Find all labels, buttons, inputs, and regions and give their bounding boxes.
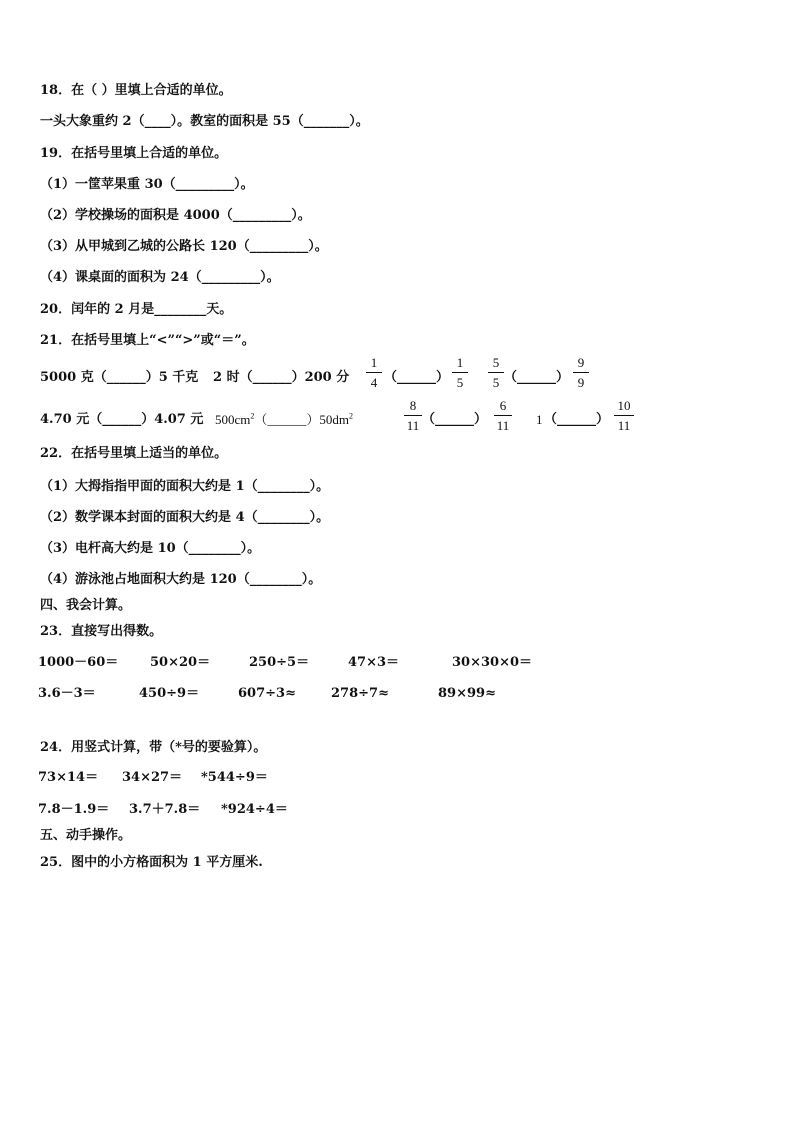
area-left: 500cm: [215, 412, 251, 427]
q18-line: 一头大象重约 2（____）。教室的面积是 55（_______）。: [40, 114, 369, 129]
q22-item-2: （2）数学课本封面的面积大约是 4（________）。: [40, 510, 330, 525]
q25-text: 25．图中的小方格面积为 1 平方厘米.: [40, 855, 263, 870]
q23-calc: 89×99≈: [438, 686, 496, 701]
q23-calc: 1000－60＝: [38, 655, 119, 670]
q21-title: 21．在括号里填上“<”“>”或“＝”。: [40, 333, 255, 348]
q22-title: 22．在括号里填上适当的单位。: [40, 446, 228, 461]
fraction-bar: [488, 372, 504, 373]
fraction-numerator: 10: [617, 398, 631, 413]
q21-row2-a: 4.70 元（______）4.07 元: [40, 412, 204, 427]
superscript: 2: [250, 411, 255, 421]
q23-calc: 250÷5＝: [249, 655, 310, 670]
fraction-bar: [452, 372, 468, 373]
fraction-denominator: 4: [370, 375, 378, 390]
q19-item-4: （4）课桌面的面积为 24（_________）。: [40, 270, 280, 285]
q21-row1-fraction-2: [452, 355, 468, 390]
q22-item-4: （4）游泳池占地面积大约是 120（________）。: [40, 572, 322, 587]
fraction-denominator: 5: [492, 375, 500, 390]
q24-title: 24．用竖式计算，带（*号的要验算）。: [40, 740, 267, 755]
q21-row1-a: 5000 克（______）5 千克: [40, 370, 199, 385]
q23-calc: 50×20＝: [150, 655, 211, 670]
q18-title: 18．在（ ）里填上合适的单位。: [40, 83, 232, 98]
q23-calc: 3.6－3＝: [38, 686, 96, 701]
q24-calc: *924÷4＝: [221, 802, 288, 817]
q21-row1-fraction-1: [366, 355, 382, 390]
q24-calc: 7.8－1.9＝: [38, 802, 110, 817]
fraction-bar: [573, 372, 589, 373]
q21-row2-one: 1: [536, 412, 543, 427]
section-4-heading: 四、我会计算。: [40, 598, 132, 613]
fraction-numerator: 6: [499, 398, 507, 413]
fraction-bar: [366, 372, 382, 373]
fraction-bar: [614, 415, 634, 416]
q24-calc: *544÷9＝: [201, 770, 268, 785]
q23-calc: 607÷3≈: [238, 686, 296, 701]
q21-row2-blank-1: （______）: [422, 412, 488, 427]
q21-row2-fraction-1: [404, 398, 422, 433]
q21-row1-blank-1: （______）: [384, 370, 450, 385]
q19-item-2: （2）学校操场的面积是 4000（_________）。: [40, 208, 311, 223]
fraction-numerator: 8: [409, 398, 417, 413]
q19-title: 19．在括号里填上合适的单位。: [40, 146, 228, 161]
fraction-denominator: 9: [577, 375, 585, 390]
q19-item-1: （1）一筐苹果重 30（_________）。: [40, 177, 254, 192]
superscript: 2: [349, 411, 354, 421]
q21-row1-fraction-3: [488, 355, 504, 390]
fraction-denominator: 11: [406, 418, 420, 433]
q21-row2-fraction-3: [614, 398, 634, 433]
fraction-numerator: 1: [456, 355, 464, 370]
q21-row2-b: [215, 412, 353, 428]
q24-calc: 34×27＝: [122, 770, 183, 785]
q20-text: 20．闰年的 2 月是________天。: [40, 302, 233, 317]
q24-calc: 3.7＋7.8＝: [129, 802, 201, 817]
q23-calc: 30×30×0＝: [452, 655, 533, 670]
fraction-bar: [404, 415, 422, 416]
q22-item-1: （1）大拇指指甲面的面积大约是 1（________）。: [40, 479, 330, 494]
fraction-bar: [494, 415, 512, 416]
fraction-numerator: 5: [492, 355, 500, 370]
q21-row2-fraction-2: [494, 398, 512, 433]
q23-calc: 278÷7≈: [331, 686, 389, 701]
q19-item-3: （3）从甲城到乙城的公路长 120（_________）。: [40, 239, 328, 254]
q24-calc: 73×14＝: [38, 770, 99, 785]
area-compare: （______）50dm: [254, 412, 350, 427]
q21-row2-blank-2: （______）: [544, 412, 610, 427]
section-5-heading: 五、动手操作。: [40, 828, 132, 843]
fraction-denominator: 11: [496, 418, 510, 433]
fraction-numerator: 1: [370, 355, 378, 370]
q23-title: 23．直接写出得数。: [40, 624, 163, 639]
q21-row1-b: 2 时（______）200 分: [213, 370, 350, 385]
q22-item-3: （3）电杆高大约是 10（________）。: [40, 541, 261, 556]
q23-calc: 450÷9＝: [139, 686, 200, 701]
q23-calc: 47×3＝: [348, 655, 400, 670]
fraction-denominator: 5: [456, 375, 464, 390]
fraction-denominator: 11: [617, 418, 631, 433]
q21-row1-blank-2: （______）: [504, 370, 570, 385]
fraction-numerator: 9: [577, 355, 585, 370]
q21-row1-fraction-4: [573, 355, 589, 390]
